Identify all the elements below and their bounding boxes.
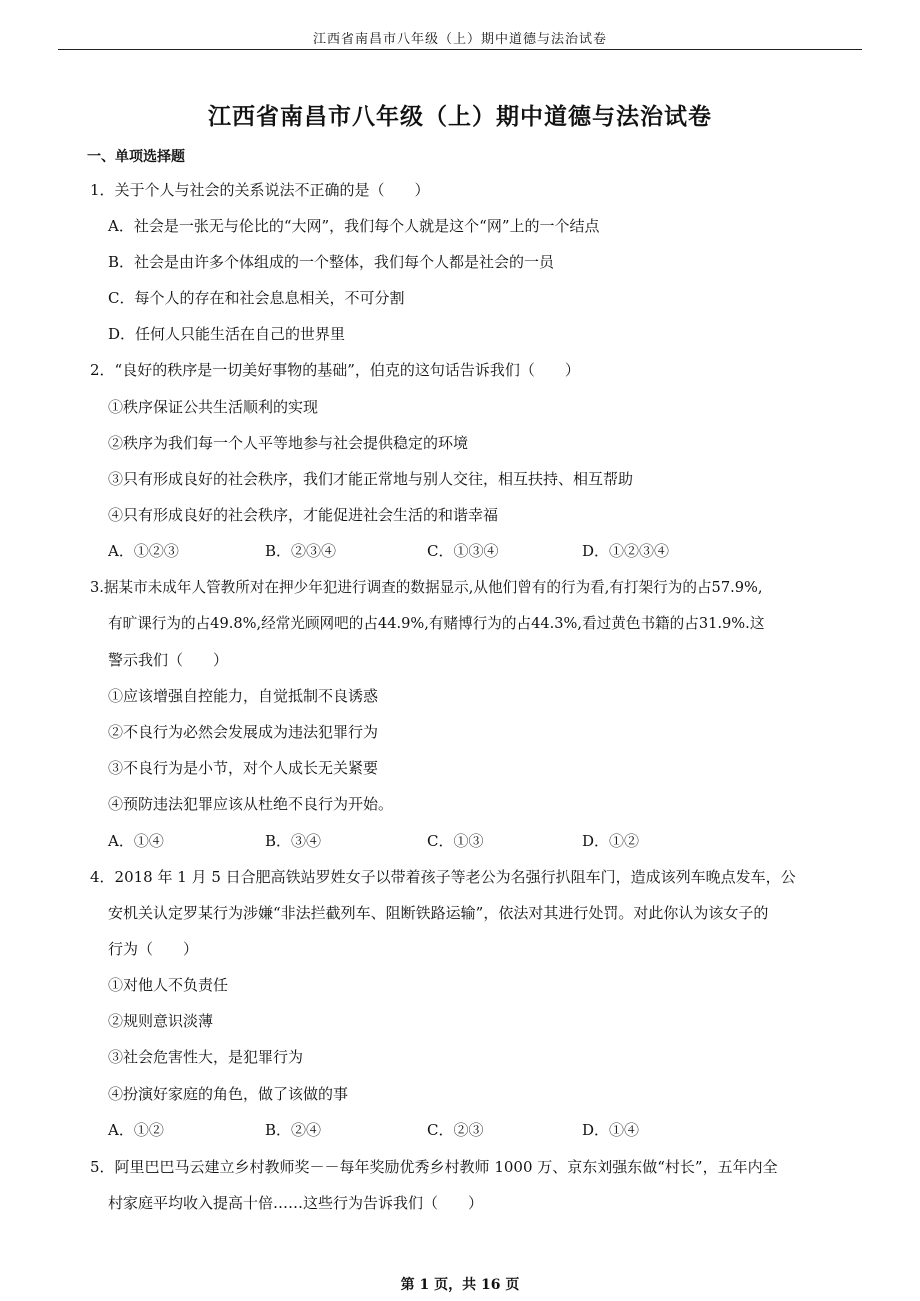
question-3-stem-line-2: 有旷课行为的占49.8%,经常光顾网吧的占44.9%,有赌博行为的占44.3%,看过黄色书籍的占31.9%.这 — [108, 615, 765, 632]
question-4-option-c: C．②③ — [427, 1121, 484, 1139]
question-1-option-c: C．每个人的存在和社会息息相关，不可分割 — [108, 289, 405, 307]
question-3-stem-line-1: 3.据某市未成年人管教所对在押少年犯进行调查的数据显示,从他们曾有的行为看,有打架行为的占57.9%, — [90, 579, 763, 596]
question-1-stem: 1．关于个人与社会的关系说法不正确的是（ ） — [90, 181, 430, 199]
question-4-statement-1: ①对他人不负责任 — [108, 976, 229, 994]
header-divider — [58, 49, 862, 50]
section-heading: 一、单项选择题 — [87, 149, 185, 165]
question-4-option-b: B．②④ — [265, 1121, 322, 1139]
question-2-stem: 2．“良好的秩序是一切美好事物的基础”，伯克的这句话告诉我们（ ） — [90, 361, 580, 379]
question-2-option-d: D．①②③④ — [582, 542, 670, 560]
question-2-option-b: B．②③④ — [265, 542, 337, 560]
question-4-option-d: D．①④ — [582, 1121, 640, 1139]
question-4-stem-line-3: 行为（ ） — [108, 940, 199, 958]
question-3-statement-3: ③不良行为是小节，对个人成长无关紧要 — [108, 759, 379, 777]
question-3-option-b: B．③④ — [265, 832, 322, 850]
question-4-statement-3: ③社会危害性大，是犯罪行为 — [108, 1048, 304, 1066]
page-footer: 第 1 页，共 16 页 — [400, 1277, 520, 1293]
question-5-stem-line-1: 5．阿里巴巴马云建立乡村教师奖－－每年奖励优秀乡村教师 1000 万、京东刘强东做“村长”，五年内全 — [90, 1158, 778, 1176]
question-2-option-c: C．①③④ — [427, 542, 499, 560]
question-4-option-a: A．①② — [108, 1121, 164, 1139]
question-4-statement-2: ②规则意识淡薄 — [108, 1012, 214, 1030]
page-header: 江西省南昌市八年级（上）期中道德与法治试卷 — [312, 32, 607, 47]
question-3-option-a: A．①④ — [108, 832, 164, 850]
question-4-statement-4: ④扮演好家庭的角色，做了该做的事 — [108, 1085, 349, 1103]
question-2-statement-3: ③只有形成良好的社会秩序，我们才能正常地与别人交往，相互扶持、相互帮助 — [108, 470, 634, 488]
question-1-option-b: B．社会是由许多个体组成的一个整体，我们每个人都是社会的一员 — [108, 253, 555, 271]
question-2-option-a: A．①②③ — [108, 542, 179, 560]
question-3-option-c: C．①③ — [427, 832, 484, 850]
question-3-statement-4: ④预防违法犯罪应该从杜绝不良行为开始。 — [108, 795, 394, 813]
question-2-statement-4: ④只有形成良好的社会秩序，才能促进社会生活的和谐幸福 — [108, 506, 499, 524]
question-1-option-d: D．任何人只能生活在自己的世界里 — [108, 325, 346, 343]
question-3-statement-2: ②不良行为必然会发展成为违法犯罪行为 — [108, 723, 379, 741]
exam-title: 江西省南昌市八年级（上）期中道德与法治试卷 — [208, 103, 712, 130]
question-4-stem-line-2: 安机关认定罗某行为涉嫌“非法拦截列车、阻断铁路运输”，依法对其进行处罚。对此你认为该女子的 — [108, 904, 769, 922]
question-1-option-a: A．社会是一张无与伦比的“大网”，我们每个人就是这个“网”上的一个结点 — [108, 217, 600, 235]
question-3-statement-1: ①应该增强自控能力，自觉抵制不良诱惑 — [108, 687, 379, 705]
question-5-stem-line-2: 村家庭平均收入提高十倍……这些行为告诉我们（ ） — [108, 1194, 484, 1212]
question-2-statement-1: ①秩序保证公共生活顺利的实现 — [108, 398, 319, 416]
question-2-statement-2: ②秩序为我们每一个人平等地参与社会提供稳定的环境 — [108, 434, 469, 452]
question-3-stem-line-3: 警示我们（ ） — [108, 651, 229, 669]
question-3-option-d: D．①② — [582, 832, 640, 850]
question-4-stem-line-1: 4．2018 年 1 月 5 日合肥高铁站罗姓女子以带着孩子等老公为名强行扒阻车门，造成该列车晚点发车，公 — [90, 868, 796, 886]
